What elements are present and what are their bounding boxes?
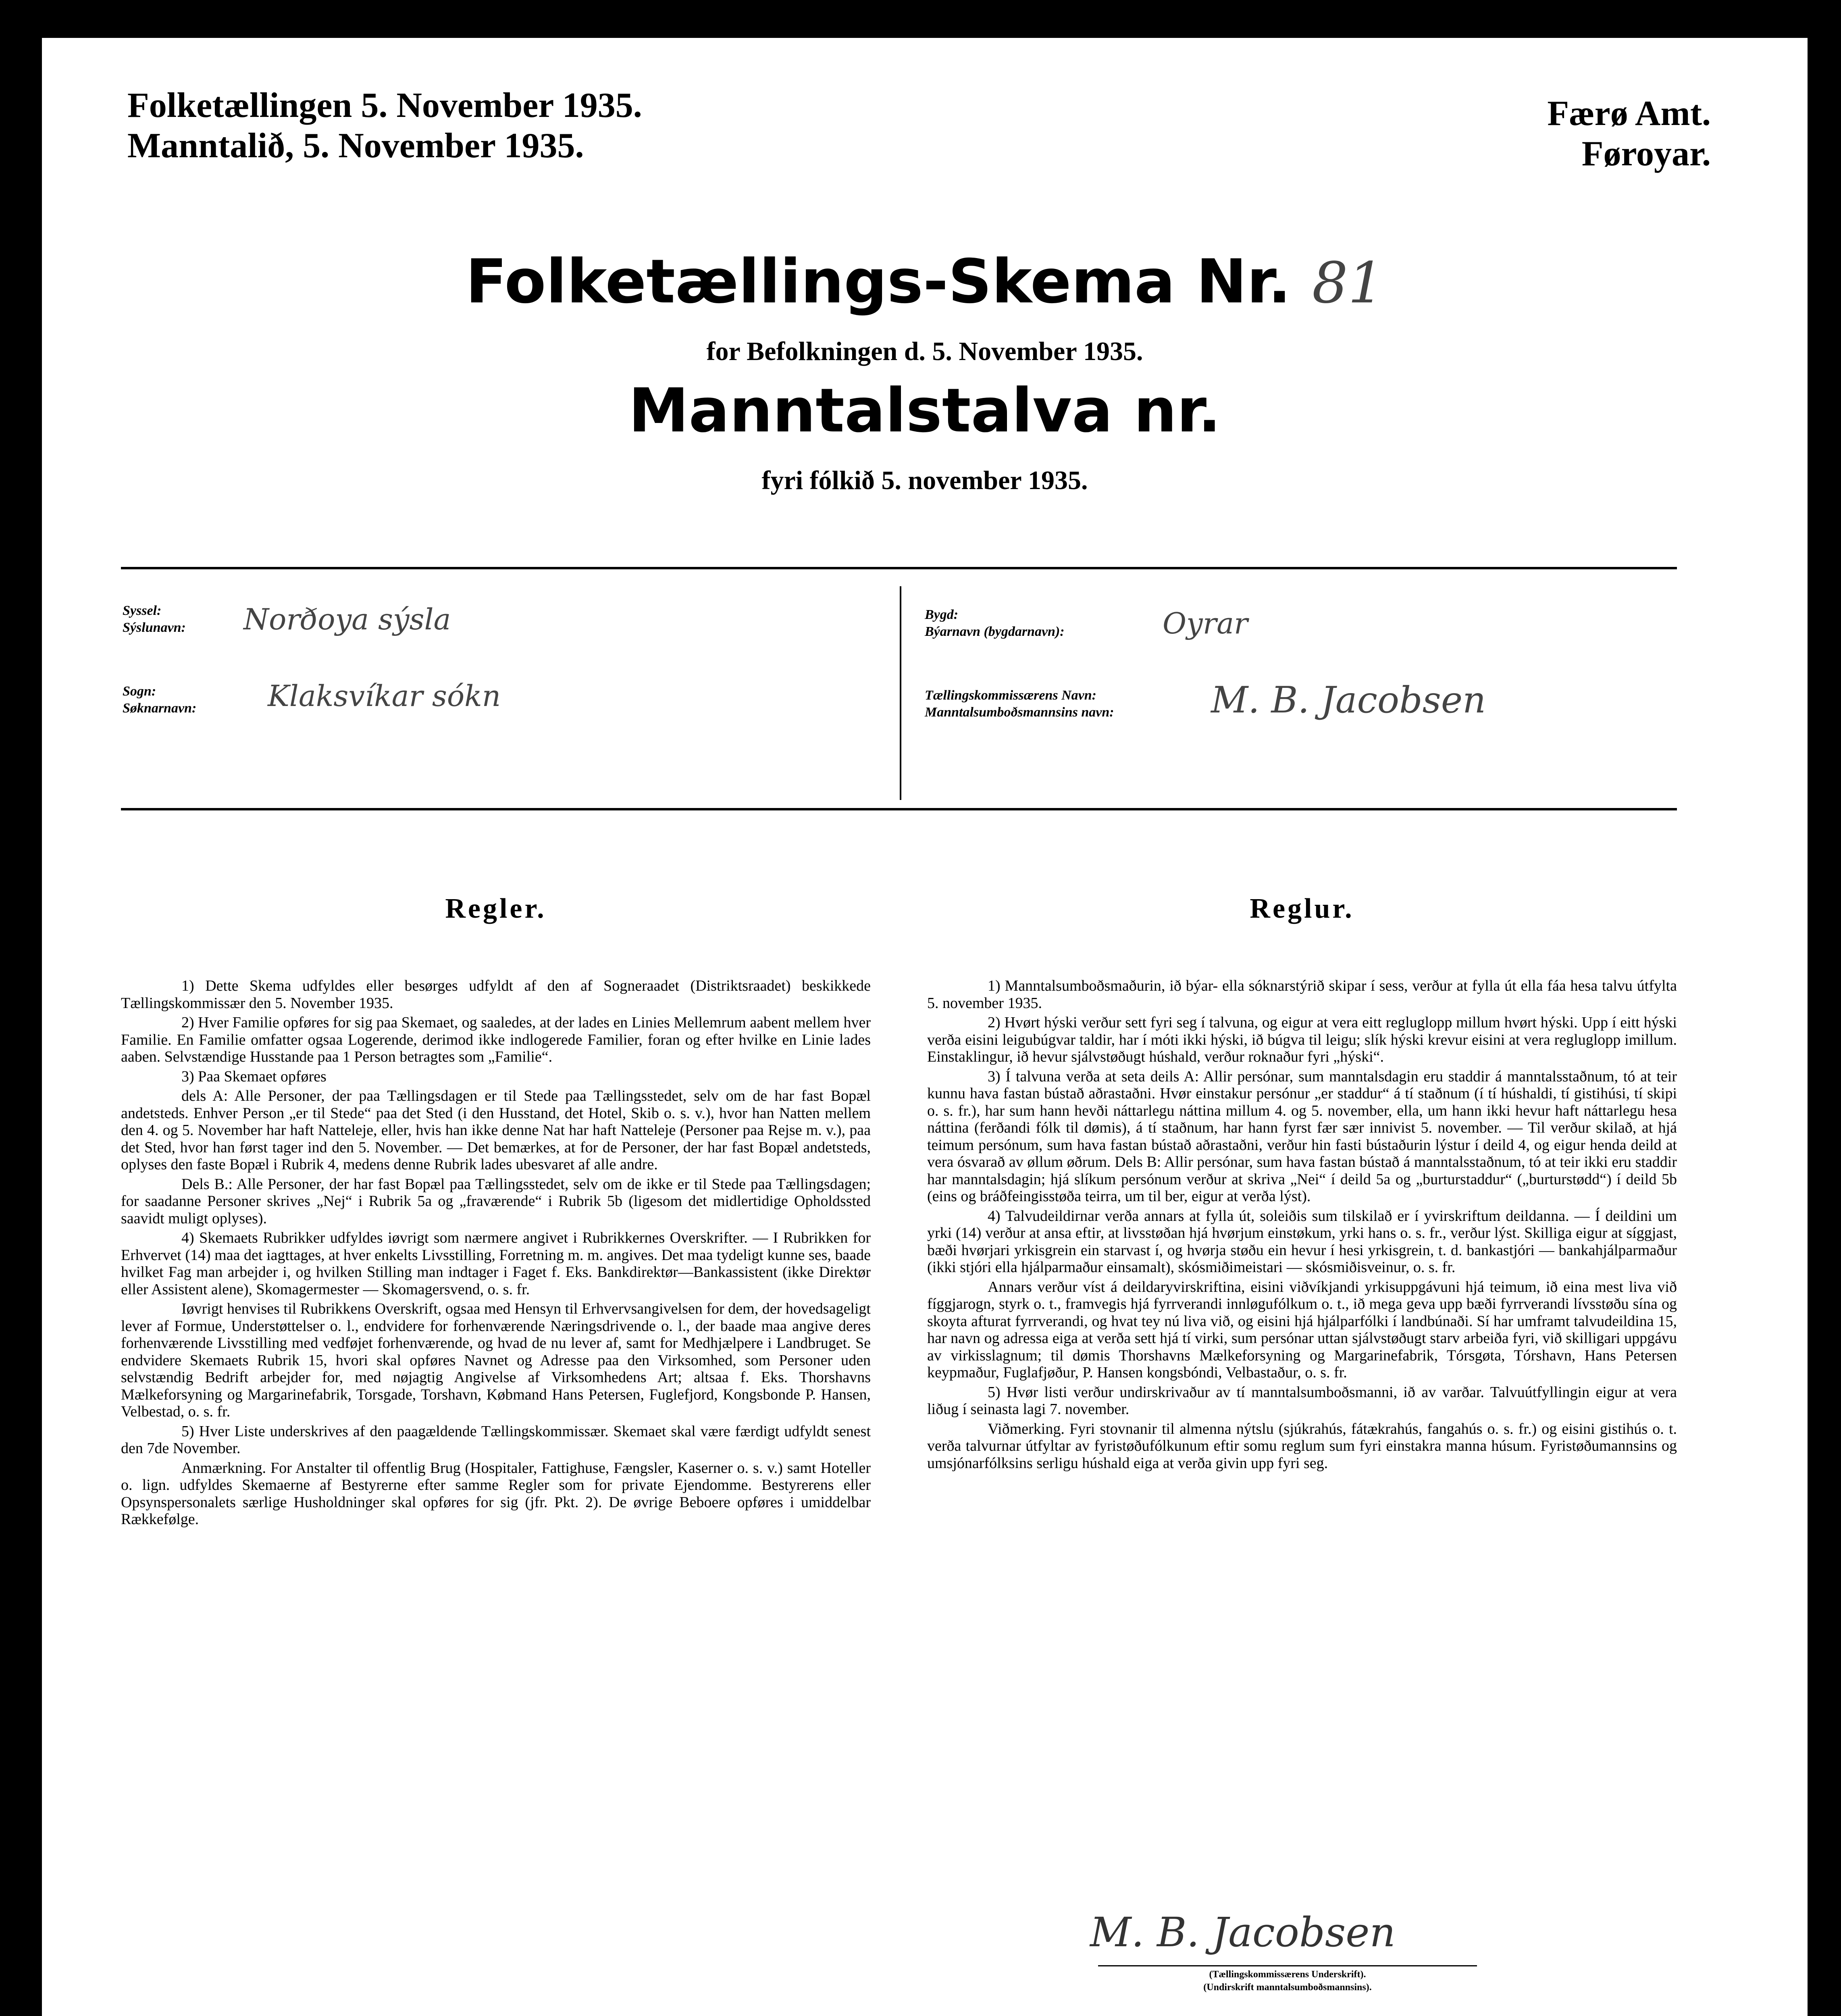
regler-paragraph: Anmærkning. For Anstalter til offentlig Brug (Hospitaler, Fattighuse, Fængsler, Kaserner o. s. v.) samt Hoteller o. lign. udfyldes Skemaerne af Bestyrerne efter samme Regler som for private Ejendomme. Bestyrerens eller Opsynspersonalets særlige Husholdninger skal opføres for sig (jfr. Pkt. 2). De øvrige Beboere opføres i umiddelbar Rækkefølge. bbox=[121, 1459, 871, 1528]
subtitle-faroese: fyri fólkið 5. november 1935. bbox=[761, 466, 1088, 495]
reglur-paragraph: 2) Hvørt hýski verður sett fyri seg í talvuna, og eigur at vera eitt regluglopp millum hvørt hýski. Upp í eitt hýski verða eisini leigubúgvar taldir, har í móti ikki hýski, ið búgva til leigu; slík hýski krevur eisini at vera regluglopp imillum. Einstaklingur, ið hevur sjálvstøðugt húshald, verður roknaður fyri „hýski“. bbox=[927, 1014, 1677, 1065]
sogn-label: Sogn: Søknarnavn: bbox=[123, 684, 197, 716]
signature-line bbox=[1098, 1965, 1477, 1966]
regler-paragraph: 4) Skemaets Rubrikker udfyldes iøvrigt som nærmere angivet i Rubrikkernes Overskrifter. — I Rubrikken for Erhvervet (14) maa det iagttages, at hver enkelts Livsstilling, Forretning m. m. angives. Det maa tydeligt kunne ses, baade hvilket Fag man arbejder i, og hvilken Stilling man indtager i Faget f. Eks. Bankdirektør—Bankassistent (ikke Direktør eller Assistent alene), Skomagermester — Skomagersvend, o. s. fr. bbox=[121, 1229, 871, 1298]
kommissaer-label: Tællingskommissærens Navn: Manntalsumboðsmannsins navn: bbox=[925, 688, 1114, 720]
subtitle-danish: for Befolkningen d. 5. November 1935. bbox=[706, 337, 1143, 366]
reglur-paragraph: Annars verður víst á deildaryvirskriftina, eisini viðvíkjandi yrkisuppgávuni hjá teimum, ið eina mest liva við fíggjarogn, styrk o. t., framvegis hjá fyrrverandi innløgufólkum o. t., ið mega geva upp bæði fyrrverandi lívsstøðu sína og skoyta afturat fyrrverandi, og hvat tey nú liva við, og eisini hjá hjálparfólki í landbúnaði. Sí har umframt talvudeildina 15, har navn og adressa eiga at verða sett hjá tí virki, sum persónar uttan sjálvstøðugt starv arbeiða fyri, við skilligari uppgávu av virkisslagnum; til dømis Thorshavns Mælkeforsyning og Margarinefabrik, Tórsgøta, Tórshavn, Hans Petersen keypmaður, Fuglafjøður, P. Hansen kongsbóndi, Velbastaður, o. s. fr. bbox=[927, 1278, 1677, 1381]
reglur-heading: Reglur. bbox=[1250, 893, 1354, 924]
regler-paragraph: dels A: Alle Personer, der paa Tællingsdagen er til Stede paa Tællingsstedet, selv om de har fast Bopæl andetsteds. Enhver Person „er til Stede“ paa det Sted (i den Husstand, det Hotel, Skib o. s. v.), hvor han Natten mellem den 4. og 5. November har haft Natteleje, eller, hvis han ikke denne Nat har haft Natteleje (Personer paa Rejse m. v.), paa det Sted, hvor han først tager ind den 5. November. — Det bemærkes, at for de Personer, der har fast Bopæl andetsteds, oplyses den faste Bopæl i Rubrik 4, medens denne Rubrik lades ubesvaret af alle andre. bbox=[121, 1087, 871, 1173]
regler-paragraph: 1) Dette Skema udfyldes eller besørges udfyldt af den af Sogneraadet (Distriktsraadet) beskikkede Tællingskommissær den 5. November 1935. bbox=[121, 977, 871, 1012]
reglur-paragraph: 4) Talvudeildirnar verða annars at fylla út, soleiðis sum tilskilað er í yvirskriftum deildanna. — Í deildini um yrki (14) verður at ansa eftir, at livsstøðan hjá hvørjum einstøkum, yrki hans o. s. fr., verður lýst. Skilliga eigur at síggjast, bæði hvørjari yrkisgrein ein starvast í, og hvørja støðu ein hevur í hesi yrkisgrein, t. d. bankastjóri — bankahjálparmaður (ikki stjóri ella hjálparmaður einsamalt), skósmiðimeistari — skósmiðisveinur, o. s. fr. bbox=[927, 1207, 1677, 1276]
reglur-paragraph: 3) Í talvuna verða at seta deils A: Allir persónar, sum manntalsdagin eru staddir á manntalsstaðnum, tó at teir kunnu hava fastan bústað aðrastaðni. Hvør einstakur persónur „er staddur“ á tí staðnum (í tí húshaldi, tí gistihúsi, tí skipi o. s. fr.), har sum hann hevði náttarlegu náttina millum 4. og 5. november, ella, um hann ikki hevur haft náttarlegu hesa náttina (ferðandi fólk til dømis), á tí staðnum, har hann fyrst fær sær innivist 5. november. — Til verður skilað, at hjá teimum persónum, sum hava fastan bústað aðrastaðni, verður hin fasti bústaðurin lýstur í deild 4, og eigur henda deild at vera ósvarað av øllum øðrum. Dels B: Allir persónar, sum hava fastan bústað á manntalsstaðnum, tó at teir ikki eru staddir har manntalsdagin; hjá slíkum persónum verður at skriva „Nei“ í deild 5a og „burturstaddur“ („burturstødd“) í deild 5b (eins og bráðfeingisstøða teirra, um til ber, eigur at verða lýst). bbox=[927, 1068, 1677, 1205]
reglur-column bbox=[927, 977, 1677, 1474]
header-right-line1: Færø Amt. bbox=[1547, 94, 1711, 133]
regler-paragraph: Dels B.: Alle Personer, der har fast Bopæl paa Tællingsstedet, selv om de ikke er til Stede paa Tællingsdagen; for saadanne Personer skrives „Nej“ i Rubrik 5a og „fraværende“ i Rubrik 5b (ligesom det midlertidige Opholdssted saavidt muligt oplyses). bbox=[121, 1175, 871, 1227]
reglur-paragraph: Viðmerking. Fyri stovnanir til almenna nýtslu (sjúkrahús, fátækrahús, fangahús o. s. fr.) og eisini gistihús o. t. verða talvurnar útfyltar av fyristøðufólkunum eftir somu reglum sum fyri einstakra manna húsum. Fyristøðumannsins og umsjónarfólksins serligu húshald eiga at verða givin upp fyri seg. bbox=[927, 1420, 1677, 1472]
form-number-handwritten: 81 bbox=[1312, 250, 1384, 316]
header-left-line1: Folketællingen 5. November 1935. bbox=[127, 86, 642, 125]
regler-paragraph: 5) Hver Liste underskrives af den paagældende Tællingskommissær. Skemaet skal være færdigt udfyldt senest den 7de November. bbox=[121, 1422, 871, 1457]
syssel-label: Syssel: Sýslunavn: bbox=[123, 603, 186, 635]
reglur-paragraph: 1) Manntalsumboðsmaðurin, ið býar- ella sóknarstýrið skipar í sess, verður at fylla út ella fáa hesa talvu útfylta 5. november 1935. bbox=[927, 977, 1677, 1012]
sogn-value: Klaksvíkar sókn bbox=[268, 679, 501, 713]
regler-paragraph: 2) Hver Familie opføres for sig paa Skemaet, og saaledes, at der lades en Linies Mellemrum aabent mellem hver Familie. En Familie omfatter ogsaa Logerende, derimod ikke indlogerede Familier, foran og efter hvilke en Linie lades aaben. Selvstændige Husstande paa 1 Person betragtes som „Familie“. bbox=[121, 1014, 871, 1065]
signature-caption-danish: (Tællingskommissærens Underskrift). bbox=[1209, 1969, 1366, 1980]
regler-paragraph: 3) Paa Skemaet opføres bbox=[181, 1068, 327, 1085]
top-rule bbox=[121, 567, 1677, 569]
title-faroese: Manntalstalva nr. bbox=[628, 376, 1221, 446]
bygd-label: Bygd: Býarnavn (bygdarnavn): bbox=[925, 607, 1065, 639]
title-danish-text: Folketællings-Skema Nr. bbox=[466, 247, 1291, 317]
reglur-paragraph: 5) Hvør listi verður undirskrivaður av tí manntalsumboðsmanni, ið av varðar. Talvuútfyllingin eigur at vera liðug í seinasta lagi 7. november. bbox=[927, 1383, 1677, 1418]
regler-paragraph: Iøvrigt henvises til Rubrikkens Overskrift, ogsaa med Hensyn til Erhvervsangivelsen for dem, der hovedsageligt lever af Formue, Understøttelser o. l., endvidere for forhenværende Næringsdrivende o. l., der baade maa angive deres forhenværende Livsstilling med vedføjet forhenværende, og hvad de nu lever af, samt for Medhjælpere i Landbruget. Se endvidere Skemaets Rubrik 15, hvori skal opføres Navnet og Adresse paa den Virksomhed, som Personer uden selvstændig Bedrift arbejder for, med nøjagtig Angivelse af Virksomhedens Art; altsaa f. Eks. Thorshavns Mælkeforsyning og Margarinefabrik, Torsgade, Torshavn, Købmand Hans Petersen, Fuglefjord, Kongsbonde P. Hansen, Velbestad, o. s. fr. bbox=[121, 1300, 871, 1420]
bygd-value: Oyrar bbox=[1163, 606, 1248, 640]
regler-column bbox=[121, 977, 871, 1531]
title-danish bbox=[42, 248, 1808, 318]
signature-handwritten: M. B. Jacobsen bbox=[1090, 1909, 1396, 1956]
syssel-value: Norðoya sýsla bbox=[243, 602, 451, 636]
header-right-line2: Føroyar. bbox=[1581, 134, 1711, 173]
kommissaer-value: M. B. Jacobsen bbox=[1211, 679, 1486, 721]
signature-caption-faroese: (Undirskrift manntalsumboðsmannsins). bbox=[1203, 1982, 1372, 1993]
regler-heading: Regler. bbox=[445, 893, 547, 924]
field-divider bbox=[900, 586, 901, 800]
header-left-line2: Manntalið, 5. November 1935. bbox=[127, 126, 584, 165]
census-form-page bbox=[42, 38, 1808, 2016]
bottom-rule bbox=[121, 808, 1677, 810]
